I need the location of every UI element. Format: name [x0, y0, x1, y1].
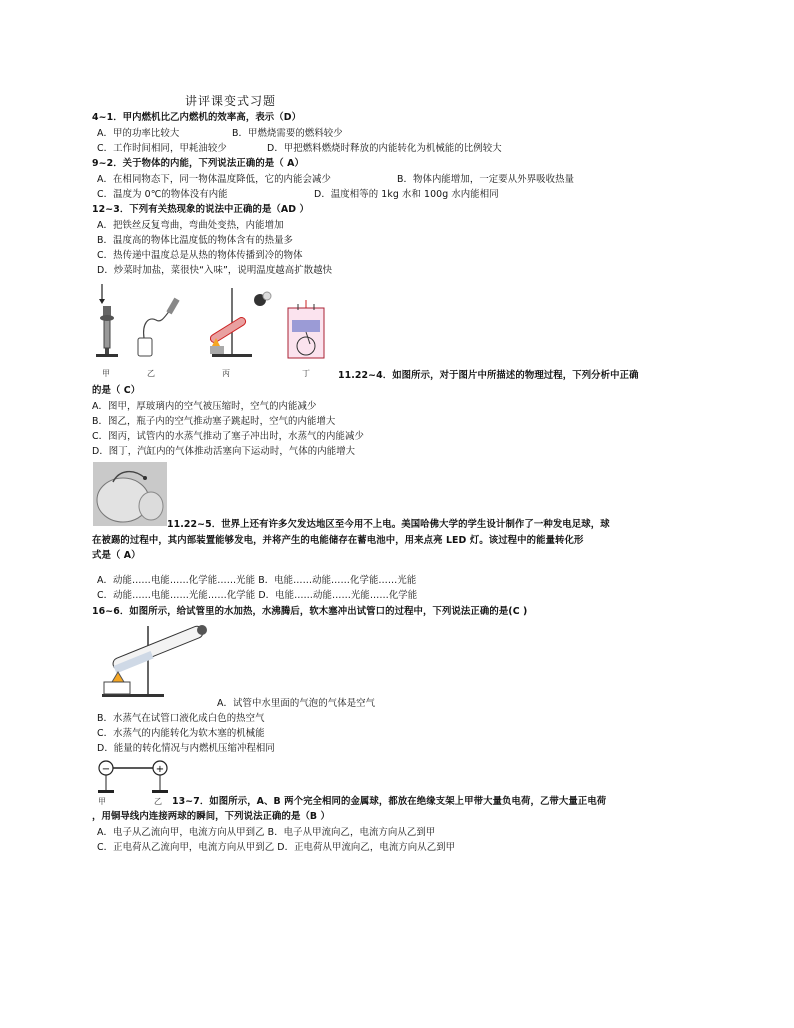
q6-option-a: A．试管中水里面的气泡的气体是空气 — [217, 698, 376, 709]
q4-fig-label-jia: 甲 — [102, 369, 110, 378]
q5-options-cd: C．动能……电能……光能……化学能 D．电能……动能……光能……化学能 — [97, 590, 418, 601]
q4-fig-label-yi: 乙 — [147, 369, 155, 378]
q4-option-c: C．图丙，试管内的水蒸气推动了塞子冲出时，水蒸气的内能减少 — [92, 431, 364, 442]
q3-option-b: B．温度高的物体比温度低的物体含有的热量多 — [97, 235, 294, 246]
q3-stem: 12~3．下列有关热现象的说法中正确的是（AD ） — [92, 204, 309, 215]
q4-fig-ding-cylinder — [288, 300, 324, 358]
q2-option-b: B．物体内能增加，一定要从外界吸收热量 — [397, 174, 575, 185]
q7-stem-line2: ，用铜导线内连接两球的瞬间，下列说法正确的是（B ） — [92, 811, 331, 822]
q1-option-d: D．甲把燃料燃烧时释放的内能转化为机械能的比例较大 — [267, 143, 502, 154]
q7-options-cd: C．正电荷从乙流向甲，电流方向从甲到乙 D．正电荷从甲流向乙，电流方向从乙到甲 — [97, 842, 456, 853]
q4-fig-label-ding: 丁 — [302, 369, 310, 378]
q6-stem: 16~6．如图所示，给试管里的水加热，水沸腾后，软木塞冲出试管口的过程中，下列说法正确的是(C ) — [92, 606, 528, 617]
q4-stem-line2: 的是（ C） — [92, 385, 141, 396]
q6-option-d: D．能量的转化情况与内燃机压缩冲程相同 — [97, 743, 275, 754]
q1-option-b: B．甲燃烧需要的燃料较少 — [232, 128, 343, 139]
q5-stem-line3: 式是（ A） — [92, 550, 141, 561]
q5-stem-line1: 11.22~5．世界上还有许多欠发达地区至今用不上电。美国哈佛大学的学生设计制作了一种发电足球，球 — [167, 519, 610, 530]
q5-options-ab: A．动能……电能……化学能……光能 B．电能……动能……化学能……光能 — [97, 575, 417, 586]
q4-fig-bing-testtube — [209, 288, 271, 357]
q4-fig-jia-syringe — [96, 284, 118, 357]
q4-option-a: A．图甲，厚玻璃内的空气被压缩时，空气的内能减少 — [92, 401, 317, 412]
q3-option-d: D．炒菜时加盐，菜很快“入味”，说明温度越高扩散越快 — [97, 265, 333, 276]
q7-minus-sign: − — [101, 764, 111, 775]
q5-football-photo — [93, 462, 167, 526]
q6-testtube-figure — [98, 620, 213, 700]
q6-option-c: C．水蒸气的内能转化为软木塞的机械能 — [97, 728, 265, 739]
q3-option-a: A．把铁丝反复弯曲，弯曲处变热，内能增加 — [97, 220, 284, 231]
q4-option-b: B．图乙，瓶子内的空气推动塞子跳起时，空气的内能增大 — [92, 416, 336, 427]
q4-fig-yi-bottle — [138, 298, 180, 356]
q4-figure-strip — [92, 280, 347, 380]
q2-option-a: A．在相同物态下，同一物体温度降低，它的内能会减少 — [97, 174, 331, 185]
page-title: 讲评课变式习题 — [185, 94, 277, 108]
q1-stem: 4~1．甲内燃机比乙内燃机的效率高，表示（D） — [92, 112, 302, 123]
q4-fig-label-bing: 丙 — [222, 369, 230, 378]
q2-option-c: C．温度为 0℃的物体没有内能 — [97, 189, 228, 200]
q5-stem-line2: 在被踢的过程中，其内部装置能够发电，并将产生的电能储存在蓄电池中，用来点亮 LED 灯。该过程中的能量转化形 — [92, 535, 584, 546]
q7-spheres-figure — [94, 758, 174, 806]
q7-label-jia: 甲 — [98, 797, 106, 806]
q2-stem: 9~2．关于物体的内能，下列说法正确的是（ A） — [92, 158, 304, 169]
q4-option-d: D．图丁，汽缸内的气体推动活塞向下运动时，气体的内能增大 — [92, 446, 356, 457]
q7-label-yi: 乙 — [154, 797, 162, 806]
q7-stem-line1: 13~7．如图所示，A、B 两个完全相同的金属球，都放在绝缘支架上甲带大量负电荷，乙带大量正电荷 — [172, 796, 607, 807]
q2-option-d: D．温度相等的 1kg 水和 100g 水内能相同 — [314, 189, 499, 200]
q7-plus-sign: + — [155, 764, 165, 775]
q1-option-c: C．工作时间相同，甲耗油较少 — [97, 143, 227, 154]
q3-option-c: C．热传递中温度总是从热的物体传播到冷的物体 — [97, 250, 303, 261]
q1-option-a: A．甲的功率比较大 — [97, 128, 180, 139]
q6-option-b: B．水蒸气在试管口液化成白色的热空气 — [97, 713, 265, 724]
q4-stem-line1: 11.22~4．如图所示，对于图片中所描述的物理过程，下列分析中正确 — [338, 370, 639, 381]
q7-options-ab: A．电子从乙流向甲，电流方向从甲到乙 B．电子从甲流向乙，电流方向从乙到甲 — [97, 827, 436, 838]
